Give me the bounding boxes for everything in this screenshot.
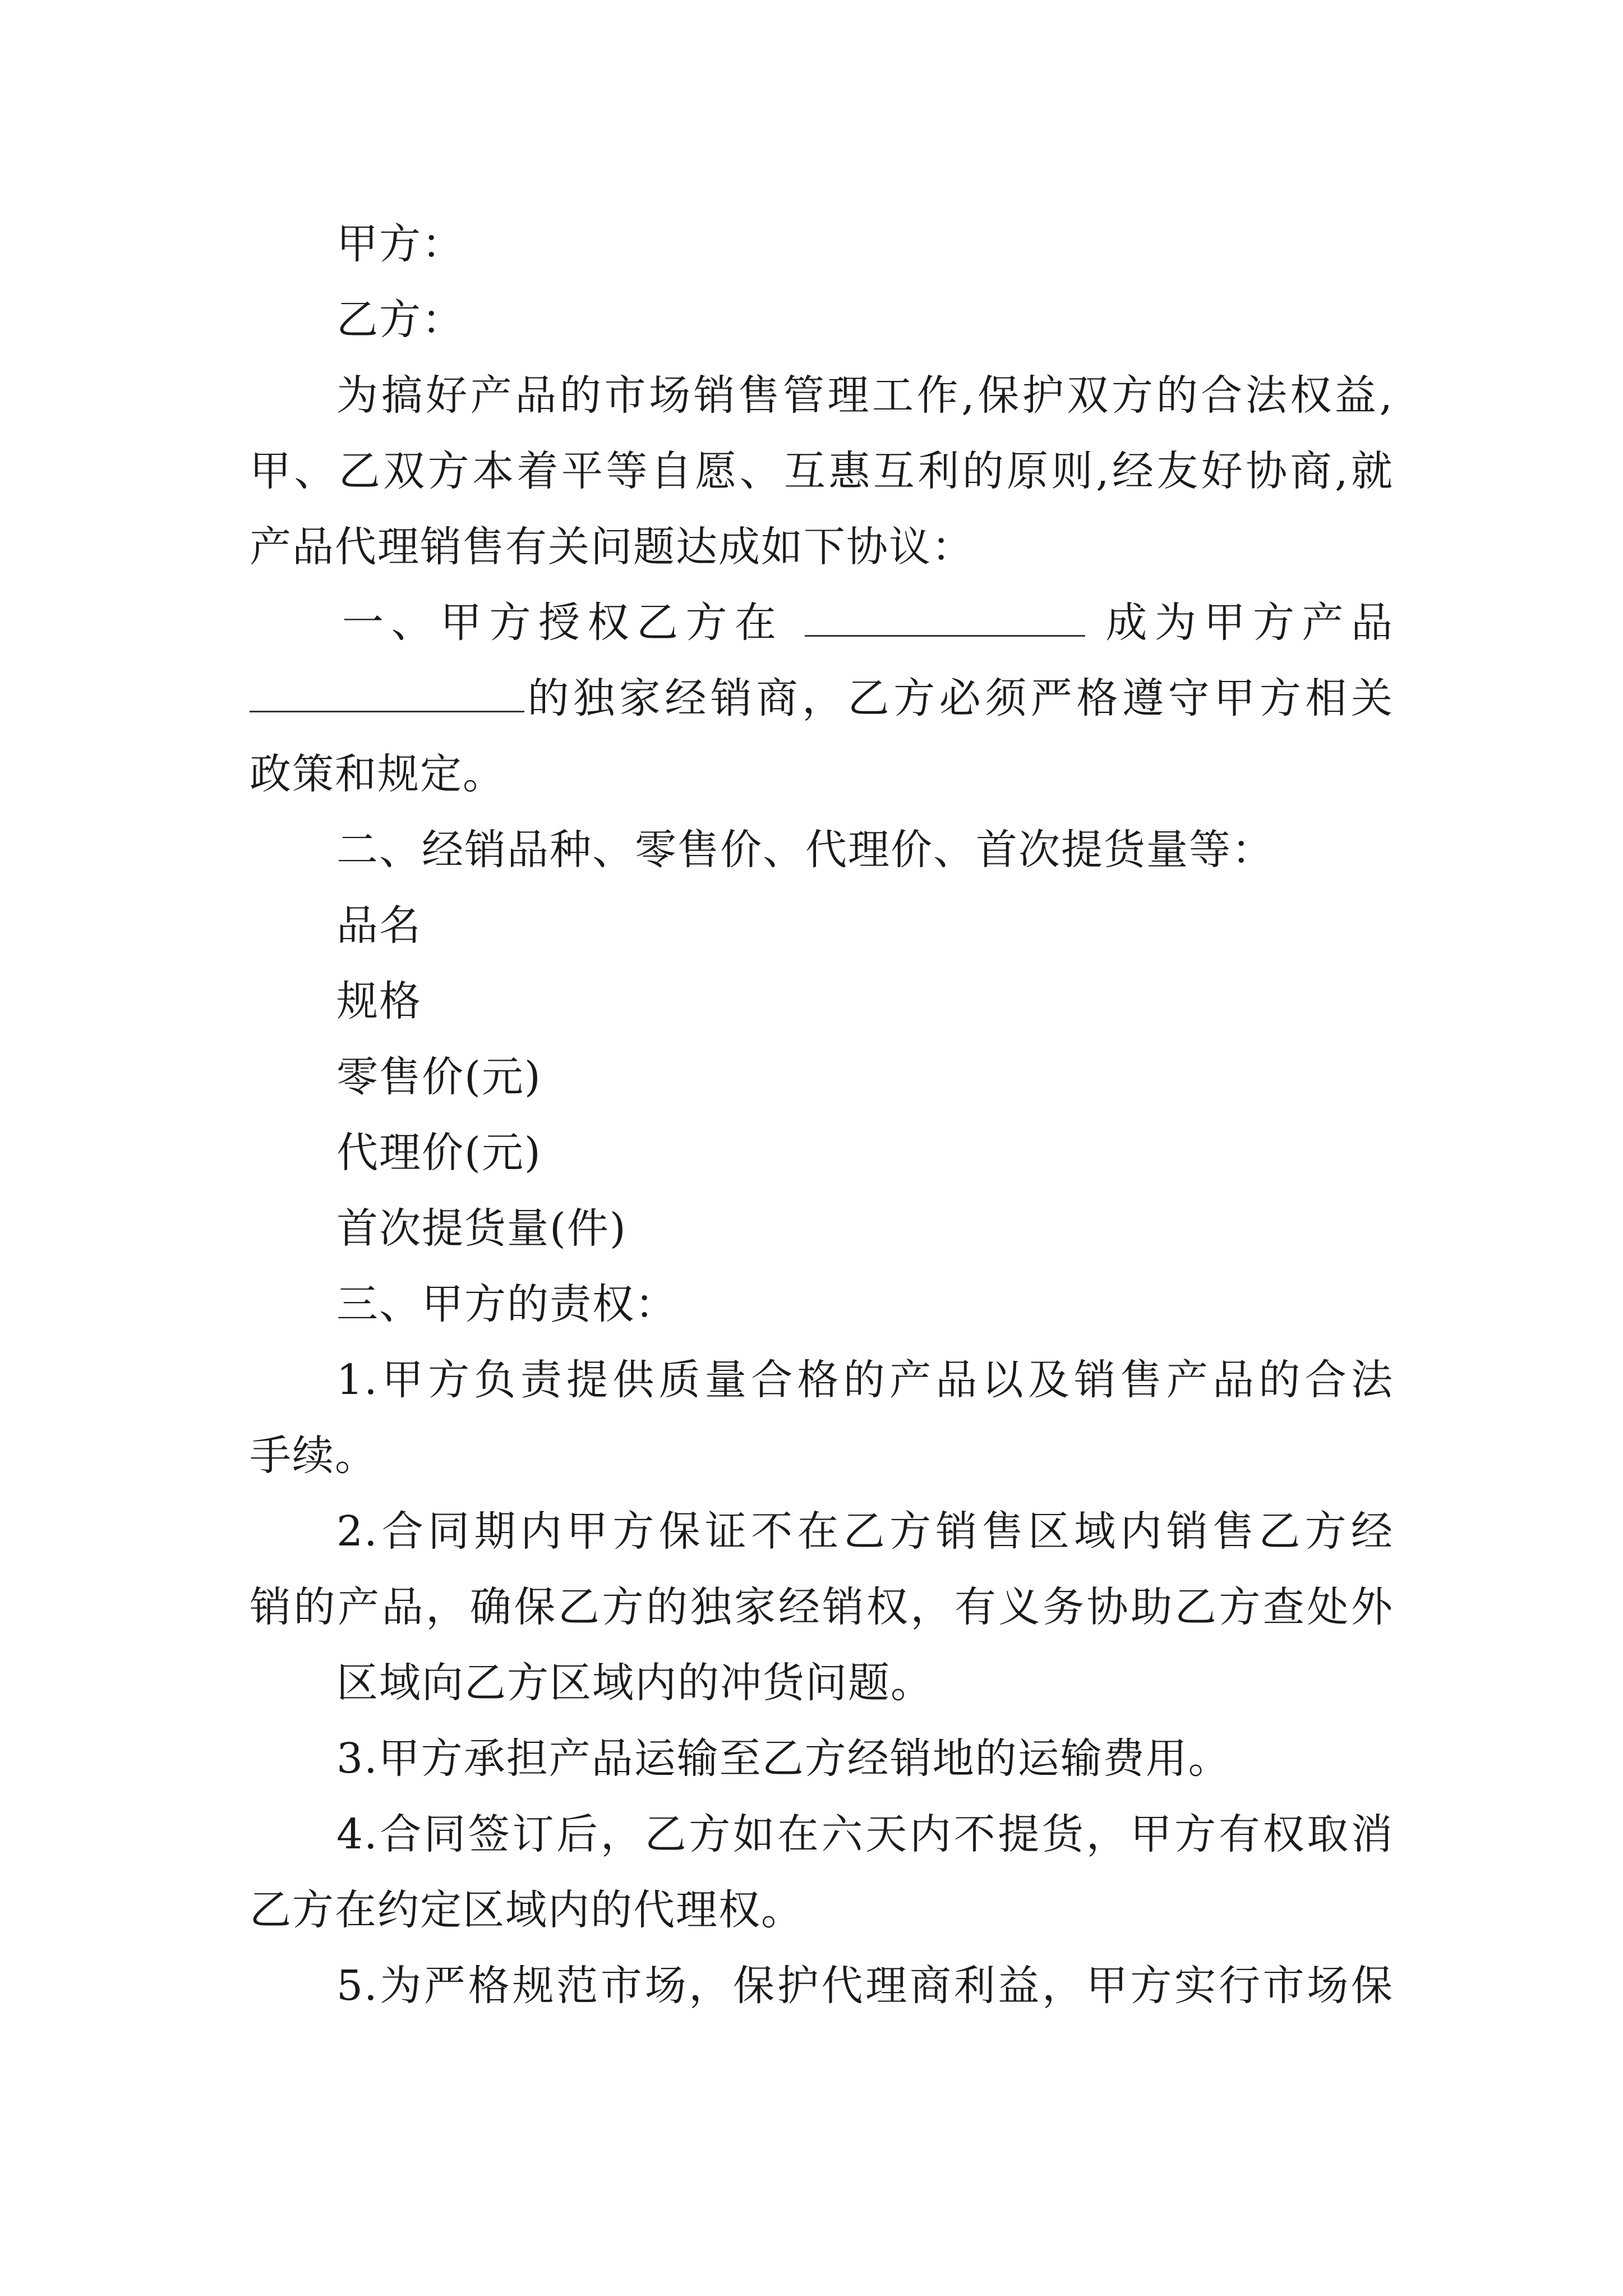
preamble-line-1: 为搞好产品的市场销售管理工作,保护双方的合法权益, <box>336 371 1394 420</box>
item2-line-2: 销的产品，确保乙方的独家经销权，有义务协助乙方查处外 <box>250 1583 1394 1631</box>
item2-line-3: 区域向乙方区域内的冲货问题。 <box>336 1659 933 1707</box>
section1-line-1 <box>342 595 1394 651</box>
section1-line-3: 政策和规定。 <box>250 750 505 798</box>
section1-part-3: 的独家经销商，乙方必须严格遵守甲方相关 <box>524 674 1394 723</box>
party-b-label: 乙方： <box>336 296 464 344</box>
field-specification: 规格 <box>336 977 422 1025</box>
field-agent-price: 代理价(元) <box>336 1129 542 1177</box>
section1-part-2: 成为甲方产品 <box>1105 599 1394 647</box>
section2-title: 二、经销品种、零售价、代理价、首次提货量等： <box>336 826 1274 874</box>
preamble-line-2: 甲、乙双方本着平等自愿、互惠互利的原则,经友好协商,就 <box>250 447 1394 495</box>
preamble-line-3: 产品代理销售有关问题达成如下协议： <box>250 523 974 571</box>
item4-line-2: 乙方在约定区域内的代理权。 <box>250 1886 804 1934</box>
product-blank[interactable] <box>250 676 524 712</box>
region-blank[interactable] <box>805 600 1085 637</box>
item4-line-1: 4.合同签订后，乙方如在六天内不提货，甲方有权取消 <box>336 1810 1394 1858</box>
item1-line-2: 手续。 <box>250 1432 377 1480</box>
section3-title: 三、甲方的责权： <box>336 1280 677 1328</box>
field-product-name: 品名 <box>336 901 422 950</box>
section1-line-2 <box>250 670 1394 726</box>
item3-line-1: 3.甲方承担产品运输至乙方经销地的运输费用。 <box>336 1734 1231 1783</box>
field-retail-price: 零售价(元) <box>336 1053 542 1101</box>
item5-line-1: 5.为严格规范市场，保护代理商利益，甲方实行市场保 <box>336 1962 1394 2010</box>
item1-line-1: 1.甲方负责提供质量合格的产品以及销售产品的合法 <box>336 1356 1394 1404</box>
party-a-label: 甲方： <box>336 220 464 268</box>
item2-line-1: 2.合同期内甲方保证不在乙方销售区域内销售乙方经 <box>336 1507 1394 1556</box>
section1-part-1: 一、甲方授权乙方在 <box>342 599 784 647</box>
field-first-order-qty: 首次提货量(件) <box>336 1204 627 1253</box>
